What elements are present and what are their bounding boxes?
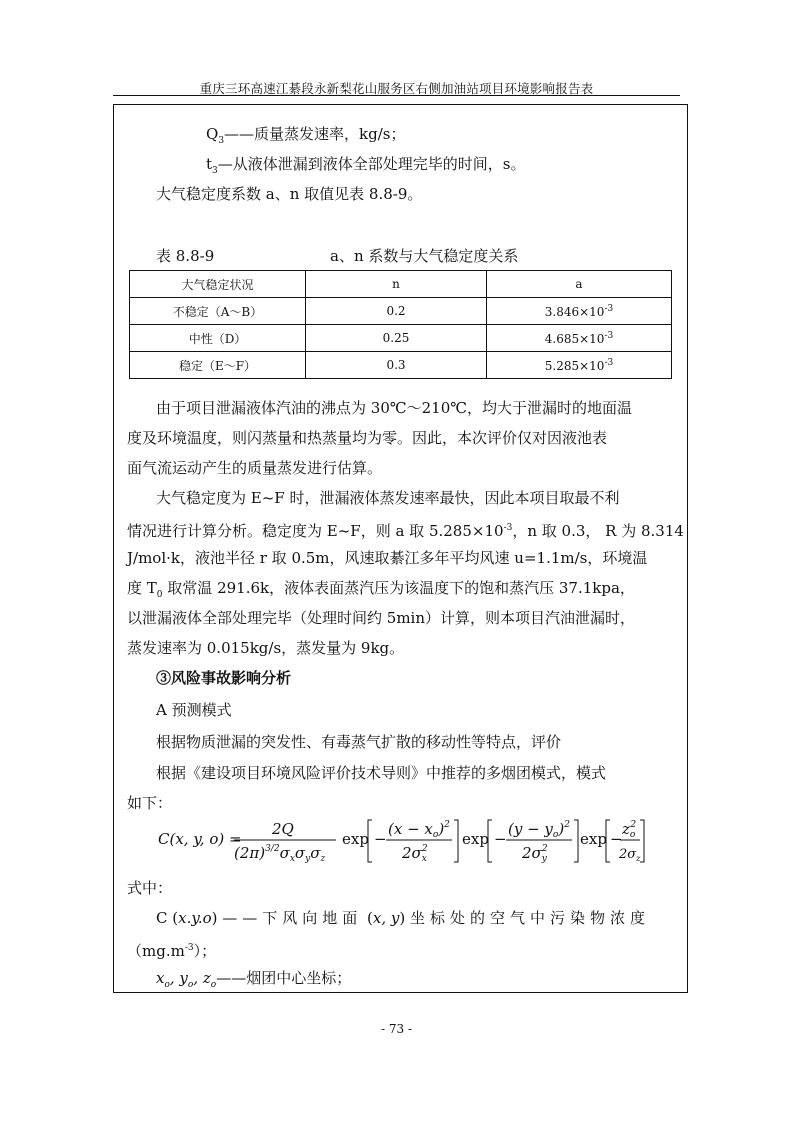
table-cell: 稳定（E～F） — [130, 352, 306, 379]
table-header: 大气稳定状况 — [130, 271, 306, 298]
header-rule — [113, 95, 680, 96]
table-row — [130, 352, 672, 379]
svg-text:2Q: 2Q — [272, 820, 294, 838]
multi-puff-formula — [156, 815, 646, 865]
para2-line: 以泄漏液体全部处理完毕（处理时间约 5min）计算，则本项目汽油泄漏时， — [127, 609, 635, 627]
def-c-unit: $(mg.m^{-3})$； — [127, 942, 217, 960]
def-q3: $Q_3——$质量蒸发速率，kg/s； — [206, 125, 406, 146]
def-c-line: C (x.y.o) ——下风向地面 (x, y) 坐标处的空气中污染物浓度 — [156, 909, 651, 927]
table-row — [130, 325, 672, 352]
table-cell: 不稳定（A～B） — [130, 298, 306, 325]
document-header: 重庆三环高速江綦段永新梨花山服务区右侧加油站项目环境影响报告表 — [199, 81, 594, 96]
para2-line: 度 $T_0$ 取常温 291.6k，液体表面蒸汽压为该温度下的饱和蒸汽压 37.1kpa， — [127, 579, 635, 600]
table-cell: 0.25 — [306, 325, 487, 352]
svg-text:2σz: $2\sigma_z$ — [619, 847, 641, 863]
svg-text:−: − — [610, 830, 623, 848]
table-cell: 0.3 — [306, 352, 487, 379]
svg-text:2σy2: $2\sigma_y2$ — [522, 844, 548, 864]
svg-text:zo2: $z_o2$ — [622, 820, 637, 840]
table-cell: 0.2 — [306, 298, 487, 325]
para4-line: 如下： — [127, 794, 173, 812]
def-xyz: $x_o$, $y_o$, $z_o——$烟团中心坐标； — [156, 969, 352, 990]
shizhong-label: 式中： — [127, 879, 173, 897]
table-title: a、n 系数与大气稳定度关系 — [330, 247, 519, 265]
def-t3: $t_3—$从液体泄漏到液体全部处理完毕的时间，s。 — [206, 155, 526, 176]
svg-text:(2π)3/2σxσyσz: $(2\pi)^{3/2}\sigma_x\sigma_y\sigma_z$ — [234, 844, 326, 864]
para2-line: J/mol·k，液池半径 r 取 0.5m，风速取綦江多年平均风速 u=1.1m/s，环境温 — [127, 549, 648, 567]
table-row — [130, 298, 672, 325]
table-cell: 中性（D） — [130, 325, 306, 352]
table-cell: $5.285\times 10^{-3}$ — [487, 352, 672, 379]
subsection-title: A 预测模式 — [156, 701, 232, 719]
para1-line: 度及环境温度，则闪蒸量和热蒸量均为零。因此，本次评价仅对因液池表 — [127, 429, 608, 447]
table-header: a — [487, 271, 672, 298]
table-header: n — [306, 271, 487, 298]
para4-line: 根据《建设项目环境风险评价技术导则》中推荐的多烟团模式，模式 — [156, 764, 607, 782]
svg-text:exp: exp — [462, 830, 489, 848]
svg-text:exp: exp — [342, 830, 369, 848]
para1-line: 由于项目泄漏液体汽油的沸点为 30℃～210℃，均大于泄漏时的地面温 — [156, 399, 633, 417]
para2-line: 大气稳定度为 E~F 时，泄漏液体蒸发速率最快，因此本项目取最不利 — [156, 489, 620, 507]
svg-text:−: − — [494, 830, 507, 848]
svg-text:2σx2: $2\sigma_x2$ — [402, 844, 428, 864]
para2-line: 蒸发速率为 0.015kg/s，蒸发量为 9kg。 — [127, 639, 405, 657]
svg-text:−: − — [374, 830, 387, 848]
page-number: - 73 - — [380, 1022, 412, 1036]
para3: 根据物质泄漏的突发性、有毒蒸气扩散的移动性等特点，评价 — [156, 733, 562, 751]
para2-line: 情况进行计算分析。稳定度为 E~F，则 a 取 $5.285\times 10^{-3}$，n 取 0.3， R 为 8.314 — [127, 522, 684, 540]
section-title: ③风险事故影响分析 — [156, 669, 292, 687]
table-label: 表 8.8-9 — [156, 247, 215, 265]
svg-text:C(x, y, o) =: C(x, y, o) = — [158, 830, 242, 848]
table-cell: $3.846\times 10^{-3}$ — [487, 298, 672, 325]
svg-text:(y − yo)2: $(y - y_o)^2$ — [508, 820, 570, 840]
para1-line: 面气流运动产生的质量蒸发进行估算。 — [127, 459, 383, 477]
table-header-row — [130, 271, 672, 298]
stability-table — [129, 270, 672, 379]
svg-text:(x − xo)2: $(x - x_o)^2$ — [388, 820, 450, 840]
stability-intro: 大气稳定度系数 a、n 取值见表 8.8-9。 — [156, 185, 423, 203]
svg-text:exp: exp — [580, 830, 607, 848]
table-cell: $4.685\times 10^{-3}$ — [487, 325, 672, 352]
